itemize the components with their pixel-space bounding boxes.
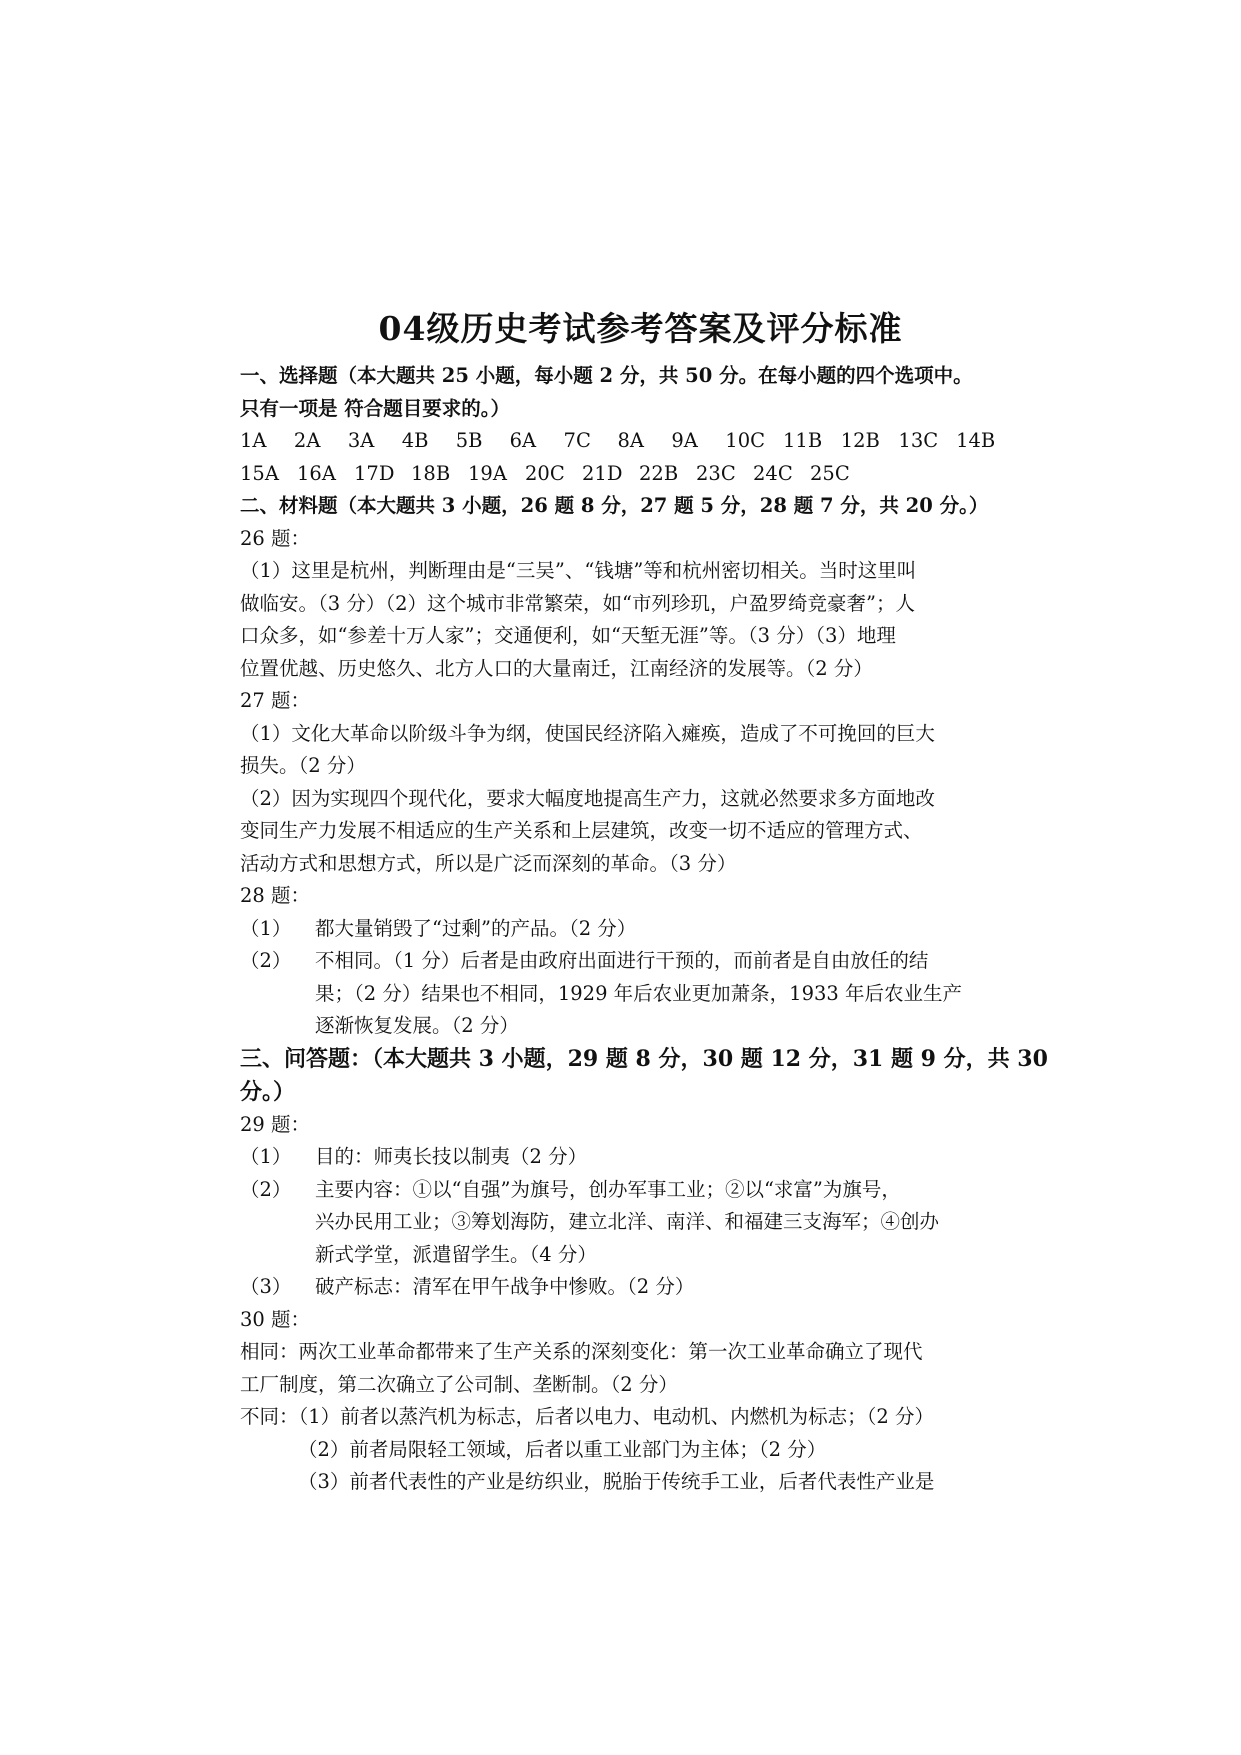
section1-heading-line2: 只有一项是 符合题目要求的。）: [240, 396, 511, 420]
item-text: [315, 1271, 1010, 1304]
q30-label: 30 题：: [240, 1307, 311, 1331]
item-number: （1）: [240, 916, 292, 940]
q30-line: （3）前者代表性的产业是纺织业，脱胎于传统手工业，后者代表性产业是: [298, 1470, 935, 1493]
q27-label: 27 题：: [240, 689, 311, 712]
q29-item: [240, 1271, 1010, 1304]
section3-heading-line2: 分。）: [240, 1078, 296, 1105]
answer-key: 24C: [753, 461, 793, 485]
answer-key: 19A: [468, 461, 507, 485]
item-number: （2）: [240, 949, 292, 972]
item-line: 都大量销毁了“过剩”的产品。（2 分）: [315, 916, 637, 940]
answer-key: 25C: [810, 461, 850, 485]
item-text: [315, 1141, 1010, 1174]
q28-label: 28 题：: [240, 884, 311, 907]
item-line: 兴办民用工业；③筹划海防，建立北洋、南洋、和福建三支海军；④创办: [315, 1210, 940, 1233]
q27-line: （2）因为实现四个现代化，要求大幅度地提高生产力，这就必然要求多方面地改: [240, 786, 935, 810]
q27-line: 变同生产力发展不相适应的生产关系和上层建筑，改变一切不适应的管理方式、: [240, 819, 923, 842]
item-line: 不相同。（1 分）后者是由政府出面进行干预的，而前者是自由放任的结: [315, 949, 929, 972]
q27-line: 活动方式和思想方式，所以是广泛而深刻的革命。（3 分）: [240, 851, 737, 875]
answer-key: 5B: [455, 429, 483, 452]
answer-key: 21D: [582, 461, 623, 485]
q29-item: [240, 1174, 1010, 1272]
item-text: [315, 945, 1010, 1043]
q28-item: [240, 945, 1010, 1043]
q30-line: （2）前者局限轻工领域，后者以重工业部门为主体；（2 分）: [298, 1437, 827, 1461]
section2-heading: 二、材料题（本大题共 3 小题，26 题 8 分，27 题 5 分，28 题 7 分，共 20 分。）: [240, 494, 989, 517]
q29-item: [240, 1141, 1010, 1174]
item-text: [315, 1174, 1010, 1272]
q30-line: 工厂制度，第二次确立了公司制、垄断制。（2 分）: [240, 1372, 678, 1396]
q27-line: 损失。（2 分）: [240, 754, 366, 777]
q26-line: 口众多，如“参差十万人家”；交通便利，如“天堑无涯”等。（3 分）（3）地理: [240, 624, 896, 647]
answer-key: 6A: [509, 429, 537, 452]
answer-key: 20C: [525, 461, 565, 485]
answer-key: 16A: [297, 461, 336, 485]
answer-key: 15A: [240, 461, 279, 485]
q27-line: （1）文化大革命以阶级斗争为纲，使国民经济陷入瘫痪，造成了不可挽回的巨大: [240, 721, 935, 745]
answer-key: 8A: [617, 429, 644, 452]
item-line: 目的：师夷长技以制夷（2 分）: [315, 1145, 588, 1168]
answer-row-2: [240, 458, 1010, 491]
answer-key: 14B: [956, 429, 996, 452]
answer-key: 13C: [898, 429, 939, 452]
item-line: 新式学堂，派遣留学生。（4 分）: [315, 1242, 597, 1266]
q30-line: 相同：两次工业革命都带来了生产关系的深刻变化：第一次工业革命确立了现代: [240, 1340, 923, 1363]
q28-item: [240, 913, 1010, 946]
section1-heading-line1: 一、选择题（本大题共 25 小题，每小题 2 分，共 50 分。在每小题的四个选项中。: [240, 364, 973, 387]
item-number: （2）: [240, 1177, 292, 1201]
q30-line: 不同：（1）前者以蒸汽机为标志，后者以电力、电动机、内燃机为标志；（2 分）: [240, 1405, 935, 1428]
answer-key: 1A: [240, 429, 267, 452]
answer-key: 11B: [783, 429, 823, 452]
item-number: （1）: [240, 1145, 292, 1168]
q26-line: 做临安。（3 分）（2）这个城市非常繁荣，如“市列珍玑，户盈罗绮竞豪奢”；人: [240, 591, 915, 615]
item-line: 破产标志：清军在甲午战争中惨败。（2 分）: [315, 1275, 695, 1298]
answer-key: 12B: [840, 429, 880, 452]
answer-key: 9A: [671, 429, 698, 452]
answer-key: 23C: [696, 461, 736, 485]
page-title: 04级历史考试参考答案及评分标准: [378, 309, 903, 348]
document-body: [240, 360, 1048, 1499]
answer-key: 4B: [401, 429, 429, 452]
answer-key: 10C: [725, 429, 766, 452]
answer-key: 2A: [293, 429, 321, 452]
item-number: （3）: [240, 1275, 292, 1298]
q26-line: 位置优越、历史悠久、北方人口的大量南迁，江南经济的发展等。（2 分）: [240, 656, 873, 680]
q26-line: （1）这里是杭州，判断理由是“三吴”、“钱塘”等和杭州密切相关。当时这里叫: [240, 559, 917, 582]
section3-heading-line1: 三、问答题：（本大题共 3 小题，29 题 8 分，30 题 12 分，31 题 9 分，共 30: [240, 1045, 1048, 1072]
item-line: 逐渐恢复发展。（2 分）: [315, 1014, 519, 1037]
item-text: [315, 913, 1010, 946]
answer-key: 17D: [354, 461, 395, 485]
answer-key: 7C: [563, 429, 591, 452]
answer-key: 3A: [347, 429, 375, 452]
q29-label: 29 题：: [240, 1112, 311, 1136]
q26-label: 26 题：: [240, 526, 311, 550]
item-line: 果；（2 分）结果也不相同，1929 年后农业更加萧条，1933 年后农业生产: [315, 981, 963, 1005]
answer-key: 22B: [639, 461, 679, 485]
answer-key: 18B: [411, 461, 451, 485]
answer-row-1: [240, 425, 1010, 458]
item-line: 主要内容：①以“自强”为旗号，创办军事工业；②以“求富”为旗号，: [315, 1177, 901, 1201]
